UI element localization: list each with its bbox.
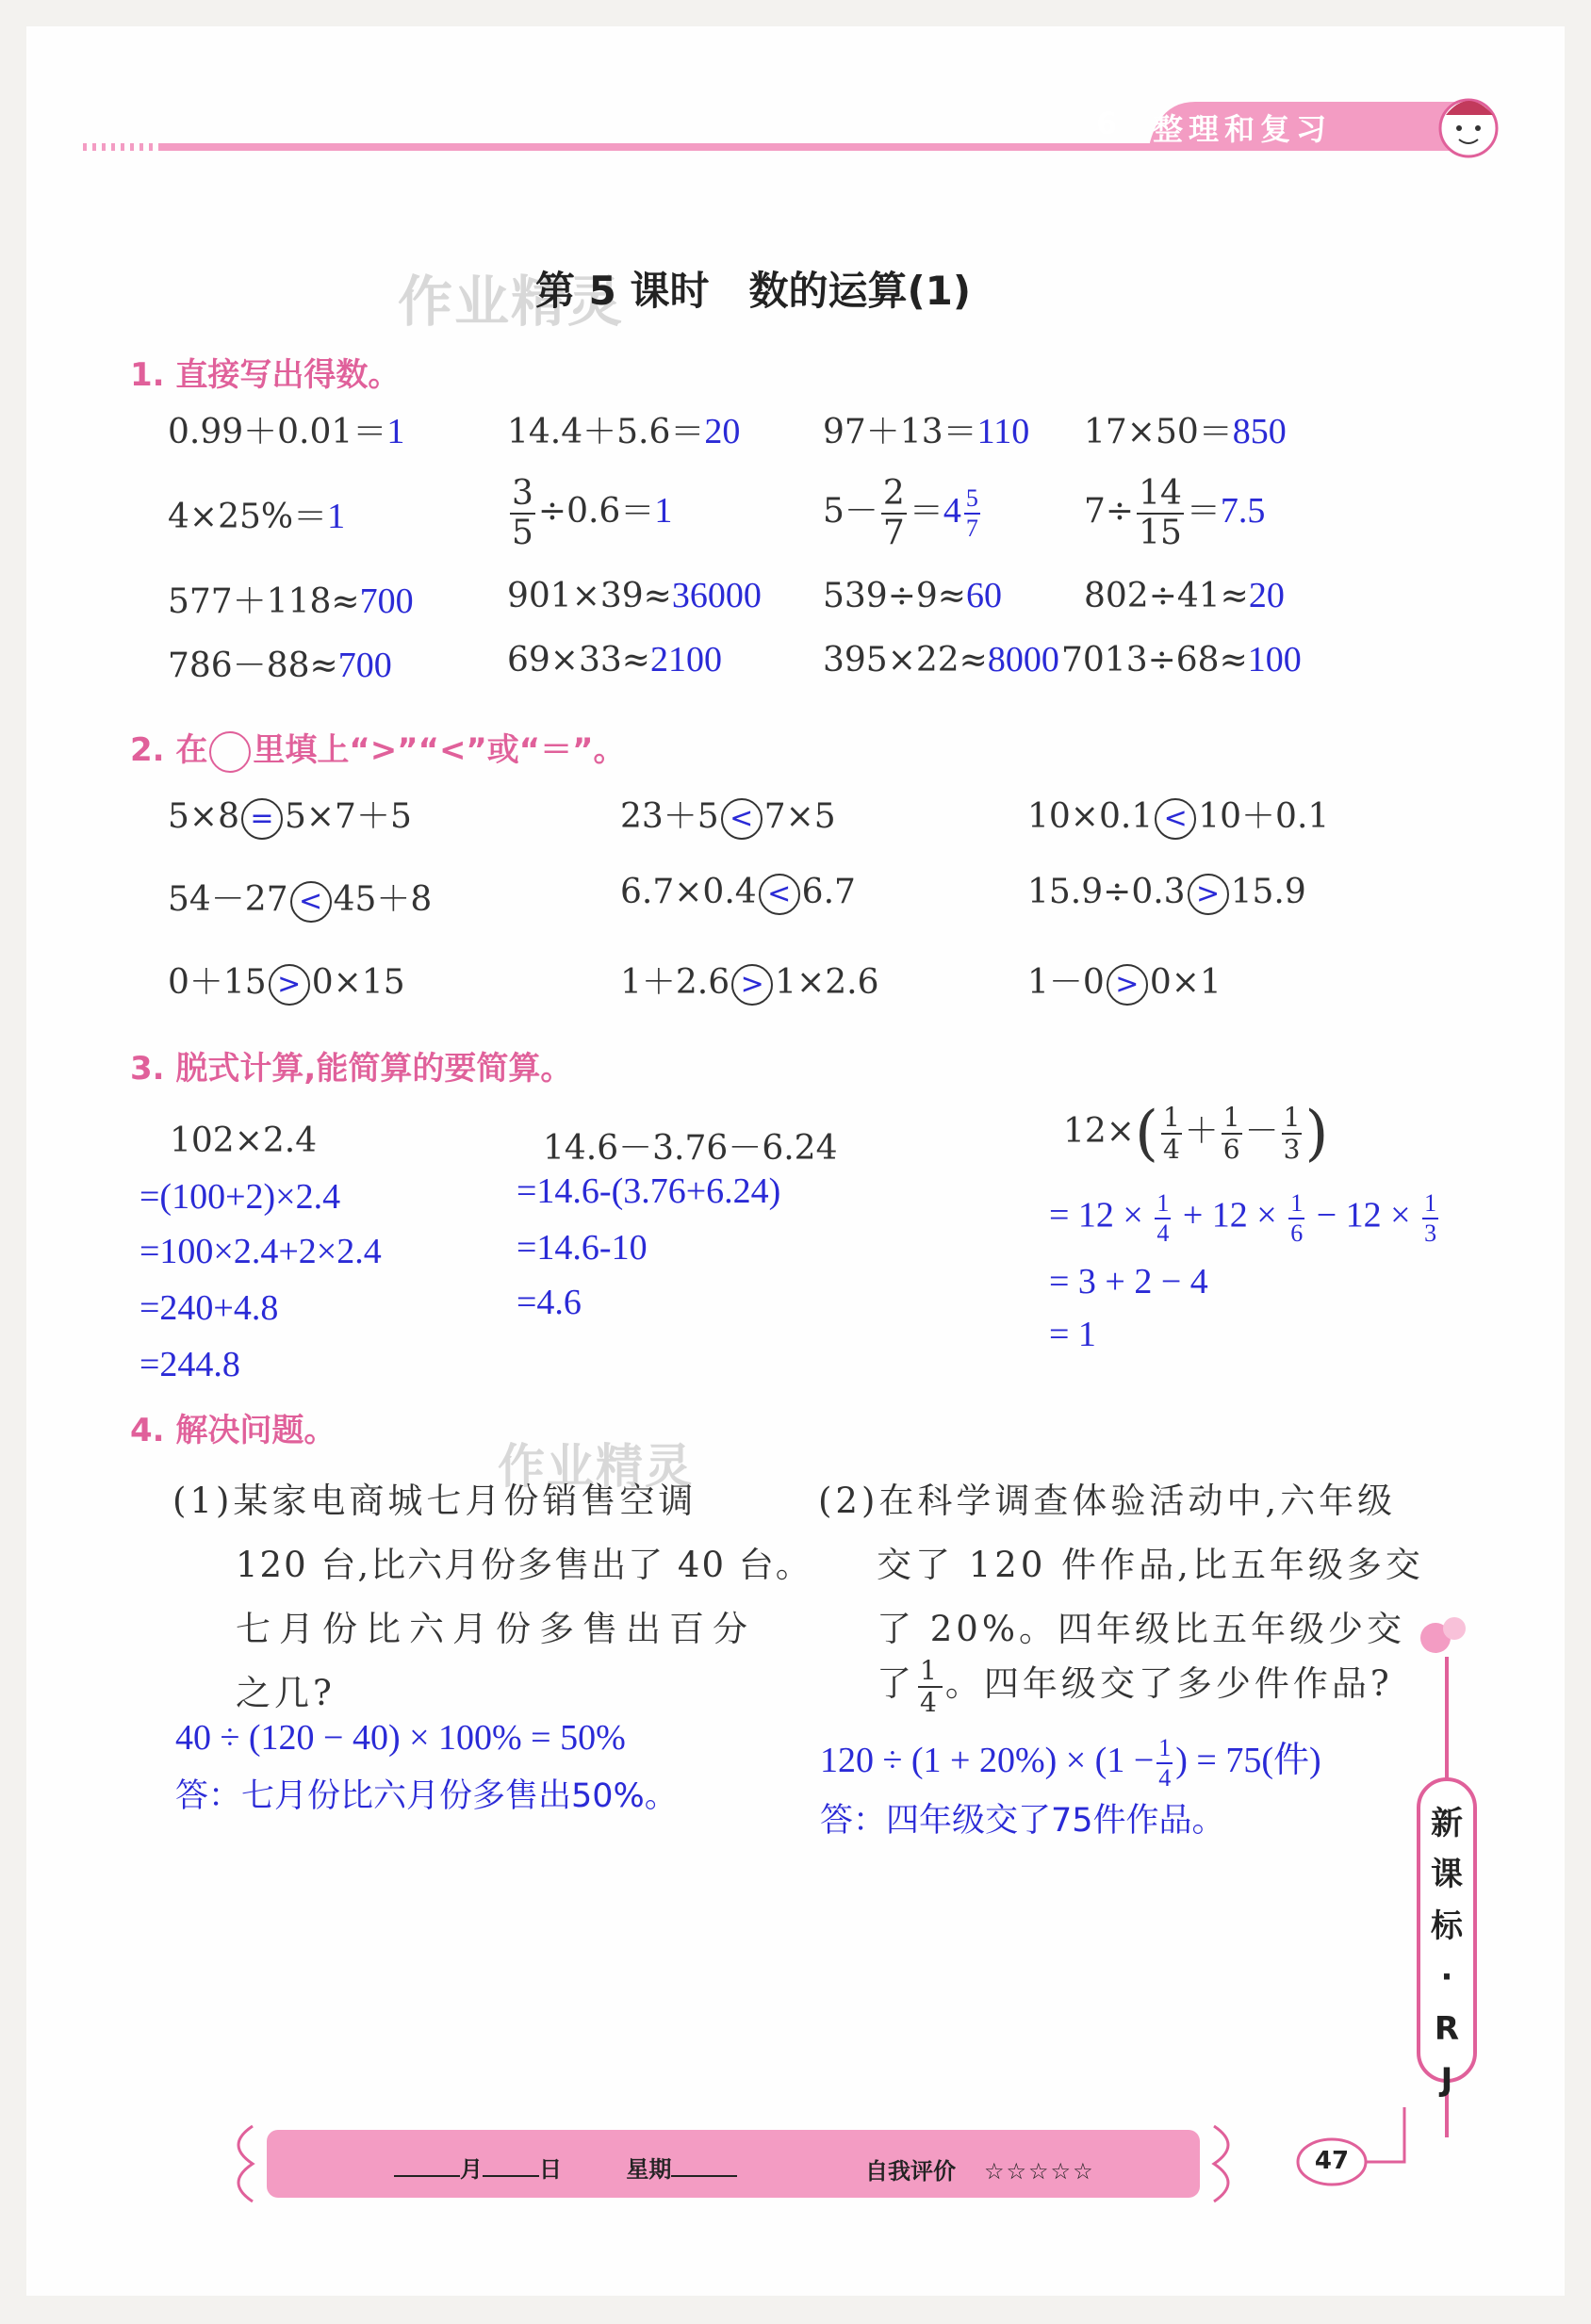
workbook-page — [26, 26, 1565, 2296]
word-problem-1-reply: 答：七月份比六月份多售出50%。 — [175, 1777, 678, 1815]
word-problem-2-line: 了 20%。四年级比五年级少交 — [877, 1609, 1405, 1649]
problem-3-expr: 12×( $\frac{1}{4}$ ＋ $\frac{1}{6}$ － $\frac{1}{3}$ ) — [1063, 1099, 1329, 1169]
calc-item: 7013÷68≈100 — [1061, 640, 1302, 679]
section-4-title: 4. 解决问题。 — [130, 1412, 336, 1449]
word-problem-1-line: 之几? — [236, 1673, 336, 1713]
calc-item: 395×22≈8000 — [823, 640, 1059, 679]
section-1-title: 1. 直接写出得数。 — [130, 356, 401, 394]
calc-item: 7÷ $\frac{14}{15}$ ＝7.5 — [1084, 474, 1266, 552]
word-problem-2-reply: 答：四年级交了75件作品。 — [820, 1802, 1225, 1840]
compare-item: 1＋2.6 > 1×2.6 — [620, 956, 879, 1006]
problem-1-expr: 102×2.4 — [170, 1121, 318, 1160]
header-banner — [83, 83, 1553, 196]
date-field: 月 日 星期 — [394, 2151, 737, 2184]
problem-2-expr: 14.6－3.76－6.24 — [543, 1129, 838, 1168]
compare-item: 15.9÷0.3 > 15.9 — [1027, 873, 1306, 915]
word-problem-1-line: (1)某家电商城七月份销售空调 — [172, 1481, 697, 1521]
star-rating: ☆☆☆☆☆ — [984, 2158, 1095, 2185]
side-label: 新 课 标 · R J — [1431, 1805, 1463, 2099]
calc-item: 4×25%＝1 — [168, 497, 346, 536]
problem-2-step: =14.6-10 — [517, 1228, 648, 1268]
word-problem-2-line: 交了 120 件作品,比五年级多交 — [877, 1545, 1424, 1585]
watermark: 作业精灵 — [398, 270, 625, 334]
calc-item: 577＋118≈700 — [168, 581, 414, 621]
problem-2-step: =4.6 — [517, 1283, 582, 1322]
word-problem-2-line: 了 $\frac{1}{4}$ 。四年级交了多少件作品? — [877, 1654, 1393, 1718]
calc-item: 14.4＋5.6＝20 — [507, 412, 741, 451]
calc-item: 901×39≈36000 — [507, 576, 762, 615]
problem-3-step: = 3 + 2 − 4 — [1049, 1262, 1208, 1301]
unit-number: 6 — [1096, 106, 1118, 141]
problem-1-step: =240+4.8 — [139, 1288, 279, 1328]
compare-item: 1－0 > 0×1 — [1027, 956, 1222, 1006]
lesson-title: 第 5 课时 数的运算(1) — [535, 268, 972, 314]
calc-item: 5－ $\frac{2}{7}$ ＝4 $\frac{5}{7}$ — [823, 474, 978, 552]
problem-1-step: =244.8 — [139, 1345, 240, 1384]
compare-item: 0＋15 > 0×15 — [168, 956, 405, 1006]
page-number: 47 — [1314, 2147, 1350, 2175]
calc-item: 97＋13＝110 — [823, 412, 1030, 451]
section-2-title: 2. 在 里填上“>”“<”或“＝”。 — [130, 724, 625, 773]
unit-title: 整理和复习 — [1153, 111, 1333, 147]
self-evaluation: 自我评价 ☆☆☆☆☆ — [865, 2158, 1095, 2185]
compare-item: 6.7×0.4 < 6.7 — [620, 873, 856, 915]
word-problem-1-answer: 40 ÷ (120 − 40) × 100% = 50% — [175, 1718, 626, 1758]
calc-item: 786－88≈700 — [168, 646, 392, 685]
problem-1-step: =100×2.4+2×2.4 — [139, 1232, 382, 1271]
compare-item: 10×0.1 < 10＋0.1 — [1027, 790, 1329, 840]
problem-3-step: = 1 — [1049, 1315, 1096, 1354]
circle-icon — [209, 731, 251, 773]
calc-item: $\frac{3}{5}$ ÷0.6＝1 — [512, 474, 673, 552]
word-problem-1-line: 120 台,比六月份多售出了 40 台。 — [236, 1545, 812, 1585]
compare-item: 5×8 = 5×7＋5 — [168, 790, 412, 840]
word-problem-2-line: (2)在科学调查体验活动中,六年级 — [818, 1481, 1397, 1521]
word-problem-1-line: 七月份比六月份多售出百分 — [236, 1609, 756, 1649]
calc-item: 0.99＋0.01＝1 — [168, 412, 405, 451]
problem-3-step: = 12 × $\frac{1}{4}$ + 12 × $\frac{1}{6}$ − 12 × $\frac{1}{3}$ — [1049, 1189, 1437, 1247]
calc-item: 17×50＝850 — [1084, 412, 1287, 451]
problem-2-step: =14.6-(3.76+6.24) — [517, 1171, 781, 1211]
calc-item: 69×33≈2100 — [507, 640, 722, 679]
problem-1-step: =(100+2)×2.4 — [139, 1177, 341, 1217]
compare-item: 23＋5 < 7×5 — [620, 790, 836, 840]
watermark: 作业精灵 — [498, 1439, 694, 1494]
calc-item: 539÷9≈60 — [823, 576, 1002, 615]
section-3-title: 3. 脱式计算,能简算的要简算。 — [130, 1050, 573, 1088]
compare-item: 54－27 < 45＋8 — [168, 873, 432, 923]
word-problem-2-answer: 120 ÷ (1 + 20%) × (1 − $\frac{1}{4}$ ) = 75(件) — [820, 1734, 1321, 1792]
calc-item: 802÷41≈20 — [1084, 576, 1285, 615]
